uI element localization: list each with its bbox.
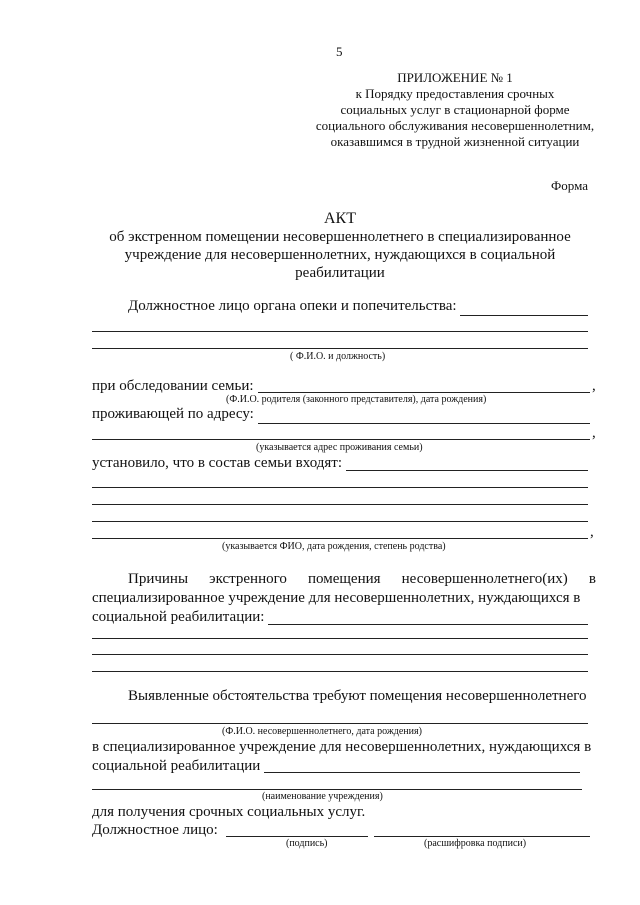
decoding-blank-line	[374, 836, 590, 837]
composition-blank-line	[92, 538, 588, 539]
address-label: проживающей по адресу:	[92, 406, 254, 422]
form-label: Форма	[551, 178, 588, 193]
decoding-caption: (расшифровка подписи)	[424, 838, 527, 849]
reasons-blank-line	[92, 654, 588, 655]
act-subtitle-line: реабилитации	[295, 265, 385, 281]
appendix-line: к Порядку предоставления срочных	[355, 86, 555, 101]
circumstances-line-1: Выявленные обстоятельства требуют помещения несовершеннолетнего	[128, 688, 587, 704]
address-blank-line	[258, 423, 590, 424]
circumstances-line-4: для получения срочных социальных услуг.	[92, 804, 366, 820]
signature-caption: (подпись)	[286, 838, 328, 849]
reasons-word: в	[588, 571, 596, 587]
reasons-word: несовершеннолетнего(их)	[401, 571, 568, 587]
page-number: 5	[336, 44, 343, 59]
composition-caption: (указывается ФИО, дата рождения, степень родства)	[222, 541, 446, 552]
minor-blank-line	[92, 723, 588, 724]
address-blank-line	[92, 439, 590, 440]
circumstances-line-2: в специализированное учреждение для несовершеннолетних, нуждающихся в	[92, 739, 592, 755]
reasons-blank-line	[92, 671, 588, 672]
official-blank-line	[460, 315, 588, 316]
act-title: АКТ	[324, 210, 356, 227]
appendix-line: социального обслуживания несовершеннолетним,	[315, 118, 595, 133]
survey-blank-line	[258, 392, 590, 393]
institution-caption: (наименование учреждения)	[262, 791, 383, 802]
appendix-title: ПРИЛОЖЕНИЕ № 1	[397, 70, 513, 85]
survey-label: при обследовании семьи:	[92, 378, 254, 394]
reasons-blank-line	[92, 638, 588, 639]
reasons-word: помещения	[307, 571, 381, 587]
survey-caption: (Ф.И.О. родителя (законного представителя), дата рождения)	[226, 394, 487, 405]
appendix-line: оказавшимся в трудной жизненной ситуации	[330, 134, 580, 149]
act-subtitle	[60, 228, 620, 282]
institution-blank-line	[92, 789, 582, 790]
circumstances-line-3: социальной реабилитации	[92, 758, 261, 774]
reasons-line-2: специализированное учреждение для несовершеннолетних, нуждающихся в	[92, 590, 581, 606]
signature-blank-line	[226, 836, 368, 837]
institution-blank-line	[264, 772, 580, 773]
act-subtitle-line: об экстренном помещении несовершеннолетнего в специализированное	[109, 229, 571, 245]
official-blank-line	[92, 348, 588, 349]
reasons-word: Причины	[128, 571, 189, 587]
composition-blank-line	[92, 487, 588, 488]
reasons-blank-line	[268, 624, 588, 625]
reasons-line-1	[128, 571, 596, 588]
composition-label: установило, что в состав семьи входят:	[92, 455, 343, 471]
official-caption: ( Ф.И.О. и должность)	[290, 351, 386, 362]
reasons-line-3: социальной реабилитации:	[92, 609, 265, 625]
composition-blank-line	[92, 504, 588, 505]
official-blank-line	[92, 331, 588, 332]
composition-blank-line	[92, 521, 588, 522]
signature-label: Должностное лицо:	[92, 822, 218, 838]
reasons-word: экстренного	[209, 571, 287, 587]
composition-blank-line	[346, 470, 588, 471]
minor-caption: (Ф.И.О. несовершеннолетнего, дата рождения)	[222, 726, 422, 737]
official-label: Должностное лицо органа опеки и попечительства:	[128, 298, 457, 314]
appendix-block	[300, 70, 610, 150]
address-caption: (указывается адрес проживания семьи)	[256, 442, 423, 453]
appendix-line: социальных услуг в стационарной форме	[340, 102, 570, 117]
act-subtitle-line: учреждение для несовершеннолетних, нуждающихся в социальной	[124, 247, 556, 263]
